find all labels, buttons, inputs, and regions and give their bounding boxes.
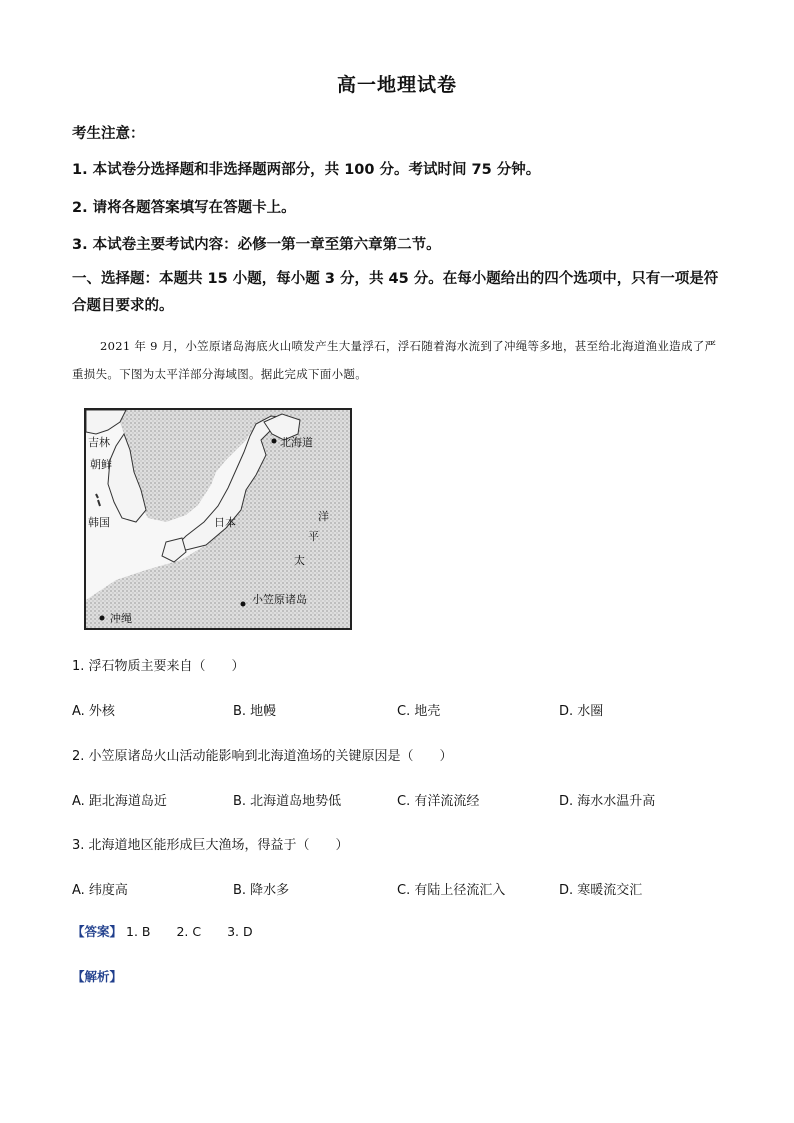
option-b: B. 北海道岛地势低 [233,794,342,809]
option-c: C. 有陆上径流汇入 [397,883,506,898]
question-stem: 1. 浮石物质主要来自（ ） [72,659,245,674]
option-b: B. 地幔 [233,704,277,719]
option-c: C. 有洋流流经 [397,794,480,809]
map-label-okinawa: 冲绳 [110,612,132,625]
option-a: A. 外核 [72,704,115,719]
option-a: A. 距北海道岛近 [72,794,167,809]
analysis-tag [72,967,122,985]
option-d: D. 水圈 [559,704,604,719]
question-stem: 2. 小笠原诸岛火山活动能影响到北海道渔场的关键原因是（ ） [72,749,453,764]
option-d: D. 海水水温升高 [559,794,656,809]
answer-item: 2. C [176,924,202,939]
map-label-hanguo: 韩国 [88,516,110,529]
map-label-jilin: 吉林 [88,436,110,449]
map-label-tai: 太 [294,554,305,567]
map-label-riben: 日本 [214,516,236,529]
map-label-chaoxian: 朝鲜 [90,458,112,471]
answer-item: 1. B [126,924,151,939]
page-title: 高一地理试卷 [336,74,457,96]
pacific-map [84,408,352,630]
map-label-hokkaido: 北海道 [280,436,313,449]
answer-tag: 【答案】 [72,924,123,939]
option-d: D. 寒暖流交汇 [559,883,643,898]
map-label-yang: 洋 [318,510,329,523]
question-stem: 3. 北海道地区能形成巨大渔场，得益于（ ） [72,838,349,853]
notice-item: 2. 请将各题答案填写在答题卡上。 [72,200,296,216]
ogasawara-dot [241,602,246,607]
section-heading: 一、选择题：本题共 15 小题，每小题 3 分，共 45 分。在每小题给出的四个选项中，只有一项是符合题目要求的。 [72,271,719,314]
okinawa-dot [100,616,105,621]
option-b: B. 降水多 [233,883,290,898]
notice-heading: 考生注意： [72,126,145,142]
map-label-ping: 平 [308,530,319,543]
option-c: C. 地壳 [397,704,441,719]
answer-item: 3. D [227,924,253,939]
option-a: A. 纬度高 [72,883,128,898]
map-label-ogasawara: 小笠原诸岛 [252,593,307,606]
answer-line [72,922,275,940]
notice-item: 1. 本试卷分选择题和非选择题两部分，共 100 分。考试时间 75 分钟。 [72,162,541,178]
hokkaido-dot [272,439,277,444]
analysis-label: 【解析】 [72,969,123,984]
question-intro: 2021 年 9 月，小笠原诸岛海底火山喷发产生大量浮石，浮石随着海水流到了冲绳等多地，甚至给北海道渔业造成了严重损失。下图为太平洋部分海域图。据此完成下面小题。 [72,339,717,381]
notice-item: 3. 本试卷主要考试内容：必修一第一章至第六章第二节。 [72,237,441,253]
